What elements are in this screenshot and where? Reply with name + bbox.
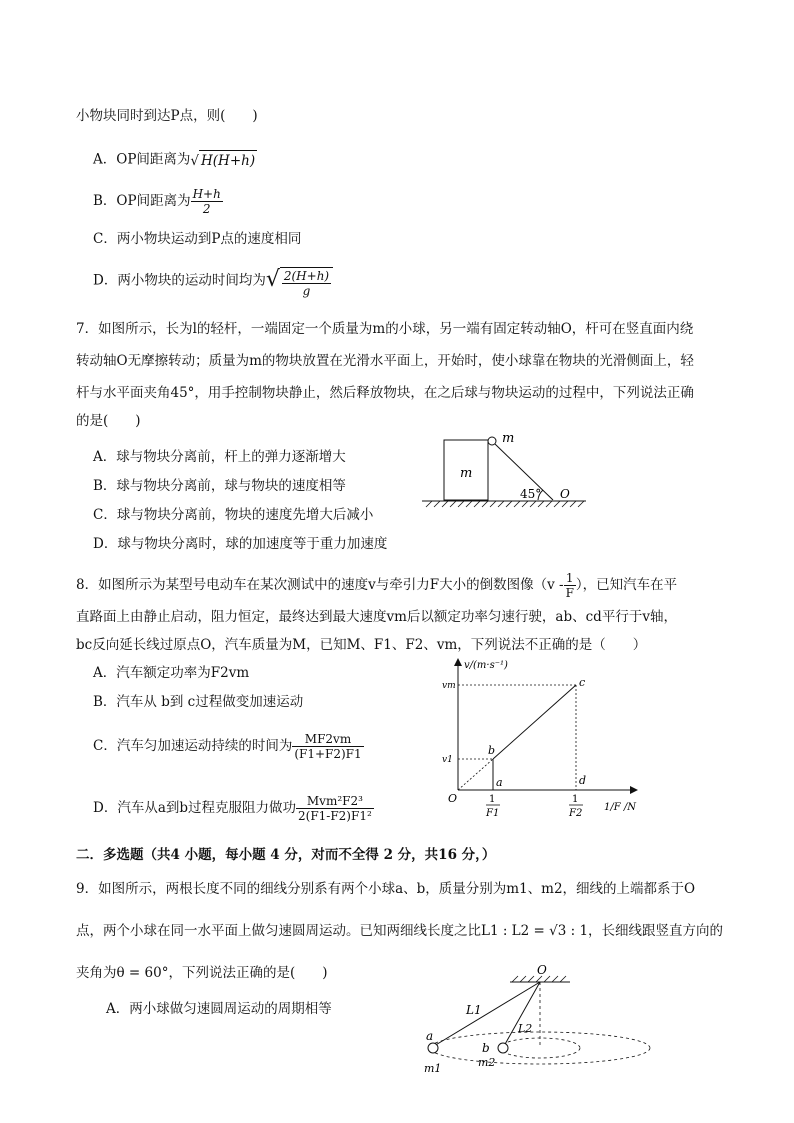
q8-x1-den: F1 (486, 808, 500, 819)
q7-option-a: A．球与物块分离前，杆上的弹力逐渐增大 (93, 449, 346, 465)
q8-line-3: bc反向延长线过原点O，汽车质量为M，已知M、F1、F2、vm，下列说法不正确的是（ ） (76, 637, 647, 653)
q7-ground-hatch (426, 501, 584, 507)
q6-option-d: D．两小物块的运动时间均为√ $\frac{2(H+h)}{g}$ (93, 262, 333, 300)
q9-line-2: 点，两个小球在同一水平面上做匀速圆周运动。已知两细线长度之比L1 : L2 = √3 : 1，长细线跟竖直方向的 (76, 923, 724, 939)
section-2-heading: 二．多选题（共4 小题，每小题 4 分，对而不全得 2 分，共16 分，） (76, 847, 496, 863)
q8-point-c: c (579, 676, 586, 689)
q9-figure (414, 962, 684, 1090)
q7-block-label: m (460, 466, 473, 481)
q9-ball-b (498, 1043, 508, 1053)
q6-option-c: C．两小物块运动到P点的速度相同 (93, 231, 302, 247)
q9-option-a: A．两小球做匀速圆周运动的周期相等 (106, 1001, 332, 1017)
q8-point-b: b (488, 744, 496, 757)
q8-bc-extension (458, 759, 493, 790)
q9-line-3: 夹角为θ = 60°，下列说法正确的是( ) (76, 965, 328, 981)
q9-m2-label: m2 (478, 1056, 496, 1069)
q7-pivot-label: O (560, 487, 570, 501)
q8-chart (436, 652, 646, 822)
q9-ball-a (428, 1043, 438, 1053)
q9-string-l2 (504, 982, 540, 1046)
q7-option-c: C．球与物块分离前，物块的速度先增大后减小 (93, 507, 374, 523)
q8-option-d: D．汽车从a到b过程克服阻力做功 $\frac{\text{Mvm²F2³}}{\text{2(F1-F2)F1²}}$ (93, 794, 372, 823)
q8-option-c: C．汽车匀加速运动持续的时间为 $\frac{MF2vm}{(F1+F2)F1}$ (93, 732, 362, 761)
q8-x2-num: 1 (572, 794, 579, 805)
q9-o-label: O (537, 963, 547, 977)
q9-line-1: 9．如图所示，两根长度不同的细线分别系有两个小球a、b，质量分别为m1、m2，细线的上端都系于O (76, 881, 696, 897)
q9-l2-label: L2 (518, 1022, 533, 1035)
q8-vm-label: vm (442, 681, 456, 691)
q7-ball (488, 437, 496, 445)
q8-x-label: 1/F /N (604, 802, 636, 813)
q9-b-label: b (482, 1041, 490, 1055)
q7-option-d: D．球与物块分离时，球的加速度等于重力加速度 (93, 536, 388, 552)
q9-a-label: a (426, 1029, 434, 1043)
q9-l1-label: L1 (466, 1003, 482, 1017)
q7-figure (420, 428, 590, 512)
q8-v1-label: v1 (442, 755, 453, 765)
q8-y-label: v/(m·s⁻¹) (464, 660, 508, 671)
q8-option-a: A．汽车额定功率为F2vm (93, 665, 250, 681)
q8-origin: O (448, 792, 458, 805)
q6-option-a: A．OP间距离为√ H(H+h) (93, 151, 256, 169)
q7-angle-label: 45° (520, 487, 542, 501)
q8-point-d: d (579, 774, 587, 787)
q6-option-b: B．OP间距离为 $\frac{H+h}{2}$ (93, 187, 221, 216)
q7-line-4: 的是( ) (76, 413, 141, 429)
q8-option-b: B．汽车从 b到 c过程做变加速运动 (93, 694, 304, 710)
q9-string-l1 (434, 982, 540, 1046)
q8-point-a: a (496, 776, 503, 789)
q7-line-1: 7．如图所示，长为l的轻杆，一端固定一个质量为m的小球，另一端有固定转动轴O，杆可在竖直面内绕 (76, 321, 694, 337)
q7-line-2: 转动轴O无摩擦转动；质量为m的物块放置在光滑水平面上，开始时，使小球靠在物块的光滑侧面上，轻 (76, 353, 694, 369)
q8-x1-num: 1 (489, 794, 496, 805)
q6-tail: 小物块同时到达P点，则( ) (76, 108, 258, 124)
q9-m1-label: m1 (424, 1062, 442, 1075)
q7-option-b: B．球与物块分离前，球与物块的速度相等 (93, 478, 346, 494)
q8-bc-line (493, 685, 576, 759)
q8-x2-den: F2 (569, 808, 583, 819)
q7-line-3: 杆与水平面夹角45°，用手控制物块静止，然后释放物块，在之后球与物块运动的过程中，下列说法正确 (76, 385, 694, 401)
q8-line-1: 8．如图所示为某型号电动车在某次测试中的速度v与牵引力F大小的倒数图像（v - $\frac{1}{F}$ ），已知汽车在平 (76, 571, 678, 600)
q7-ball-label: m (502, 431, 515, 446)
q8-line-2: 直路面上由静止启动，阻力恒定，最终达到最大速度vm后以额定功率匀速行驶，ab、cd平行于v轴， (76, 609, 677, 625)
